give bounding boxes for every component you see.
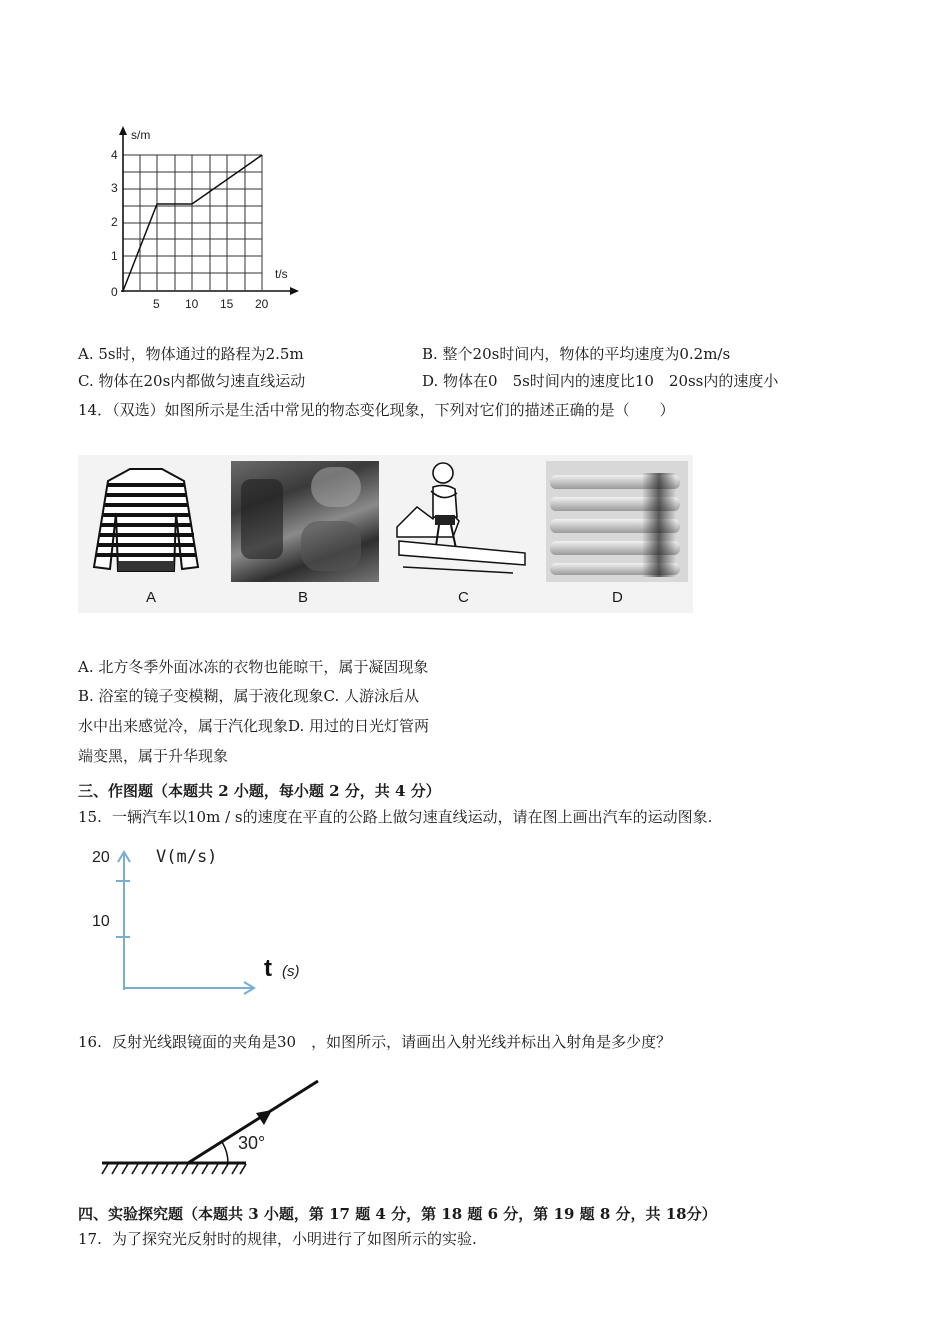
q17-text: 为了探究光反射时的规律，小明进行了如图所示的实验. [112, 1230, 477, 1248]
section-3-heading: 三、作图题（本题共 2 小题，每小题 2 分，共 4 分） [78, 782, 441, 800]
pic-label-c: C [458, 589, 469, 606]
pic-label-a: A [146, 589, 157, 606]
st-y-label: s/m [131, 128, 151, 142]
st-x-tick: 10 [185, 297, 199, 311]
q13-option-a: A. 5s时，物体通过的路程为2.5m [78, 345, 304, 363]
q14-line: B. 浴室的镜子变模糊，属于液化现象C. 人游泳后从 [78, 687, 420, 705]
st-x-tick: 5 [153, 297, 160, 311]
q14-line: A. 北方冬季外面冰冻的衣物也能晾干，属于凝固现象 [78, 658, 429, 676]
st-graph [105, 122, 305, 317]
vt-x-unit: (s) [282, 963, 300, 980]
fogged-mirror-image [231, 461, 379, 582]
vt-graph [88, 840, 328, 1000]
vt-y-label: V(m/s) [156, 847, 218, 867]
st-y-tick: 2 [111, 215, 118, 229]
q16-text: 反射光线跟镜面的夹角是30 ，如图所示，请画出入射光线并标出入射角是多少度？ [112, 1033, 672, 1051]
q14-line: 端变黑，属于升华现象 [78, 747, 229, 765]
angle-arc [222, 1142, 228, 1163]
section-4-heading: 四、实验探究题（本题共 3 小题，第 17 题 4 分，第 18 题 6 分，第 19 题 8 分，共 18分） [78, 1205, 717, 1223]
q17-number: 17. [78, 1230, 102, 1248]
q13-option-d: D. 物体在0 5s时间内的速度比10 20ss内的速度小 [422, 372, 779, 390]
q14-line: 水中出来感觉冷，属于汽化现象D. 用过的日光灯管两 [78, 717, 430, 735]
q16-number: 16. [78, 1033, 102, 1051]
q13-option-b: B. 整个20s时间内，物体的平均速度为0.2m/s [422, 345, 731, 363]
vt-x-label: t [264, 955, 272, 982]
st-y-tick: 4 [111, 148, 118, 162]
q15-number: 15. [78, 808, 102, 826]
mirror-diagram [96, 1075, 356, 1185]
q14-stem: 14．（双选）如图所示是生活中常见的物态变化现象，下列对它们的描述正确的是（ ） [78, 401, 675, 419]
fluorescent-tube-image [546, 461, 688, 582]
pic-label-d: D [612, 589, 623, 606]
angle-label: 30° [238, 1133, 266, 1153]
q15-text: 一辆汽车以10m / s的速度在平直的公路上做匀速直线运动，请在图上画出汽车的运动图象. [112, 808, 713, 826]
st-y-tick: 3 [111, 181, 118, 195]
st-y-tick: 1 [111, 249, 118, 263]
vt-tick-label-10: 10 [92, 913, 110, 930]
st-origin: 0 [111, 285, 118, 299]
q13-option-c: C. 物体在20s内都做匀速直线运动 [78, 372, 306, 390]
sweater-image [90, 463, 202, 575]
swimmer-image [393, 457, 533, 579]
st-x-tick: 15 [220, 297, 234, 311]
st-x-label: t/s [275, 267, 288, 281]
q14-figure [78, 455, 693, 613]
pic-label-b: B [298, 589, 309, 606]
st-x-tick: 20 [255, 297, 269, 311]
vt-tick-label-20: 20 [92, 849, 110, 866]
